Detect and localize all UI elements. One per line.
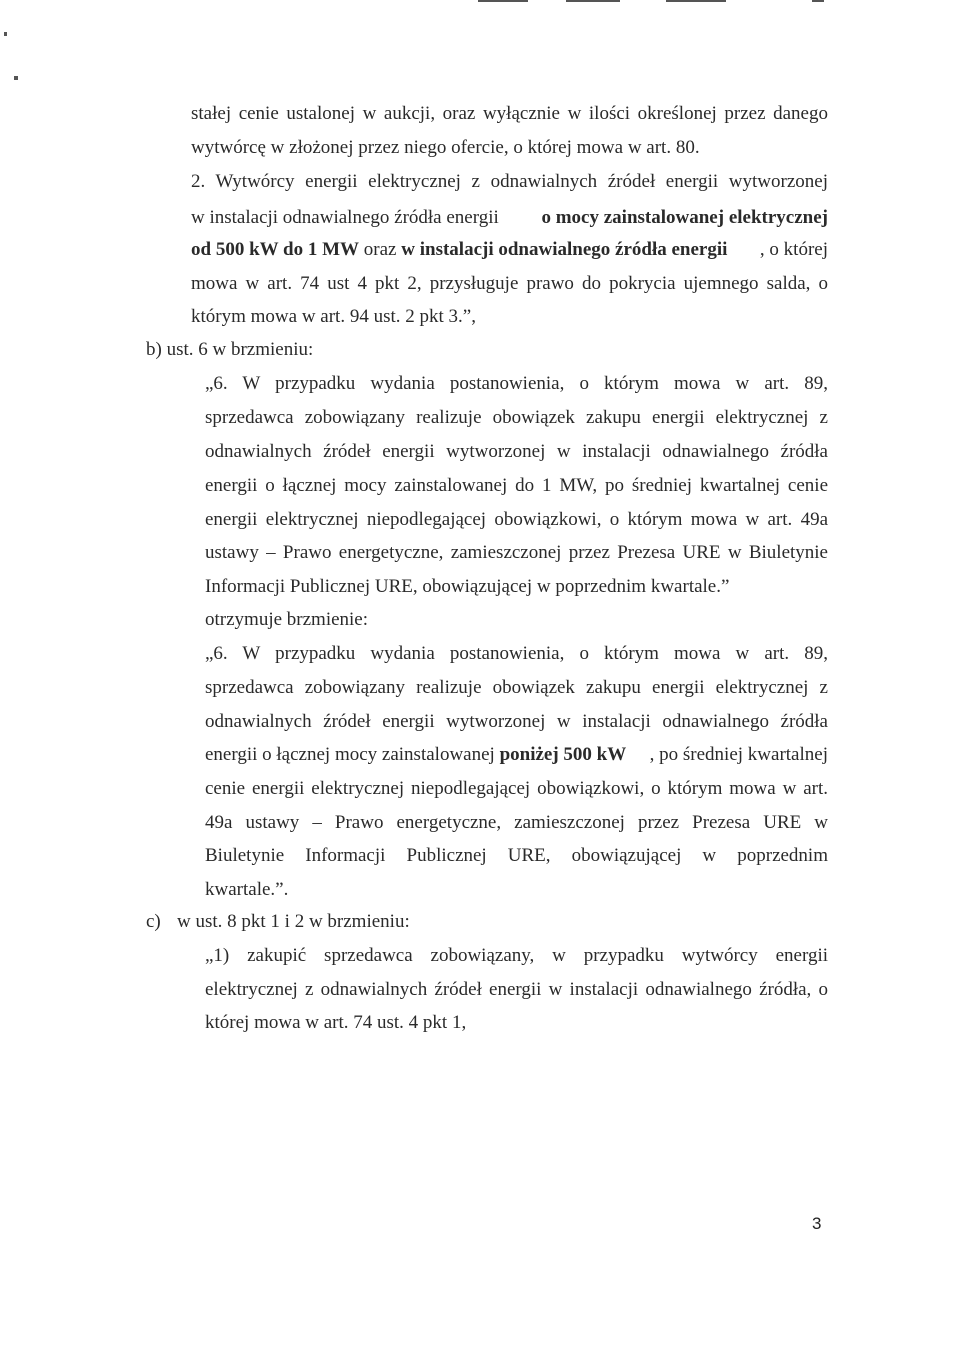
para-2-line-1: stałej cenie ustalonej w aukcji, oraz wyłącznie w ilości określonej przez danego <box>191 103 828 124</box>
scan-mark-dot-1 <box>4 32 7 36</box>
old-6-line-2: sprzedawca zobowiązany realizuje obowiązek zakupu energii elektrycznej z <box>205 407 828 428</box>
old-6-line-1: „6. W przypadku wydania postanowienia, o którym mowa w art. 89, <box>205 373 828 394</box>
new-6-line-2: sprzedawca zobowiązany realizuje obowiązek zakupu energii elektrycznej z <box>205 677 828 698</box>
scan-mark-dot-2 <box>14 76 18 80</box>
new-6-line-7: Biuletynie Informacji Publicznej URE, obowiązującej w poprzednim <box>205 845 828 866</box>
new-6-line-8: kwartale.”. <box>205 879 289 900</box>
para-2-line-5-text-1: oraz <box>359 239 402 260</box>
para-2-line-4-text: w instalacji odnawialnego źródła energii <box>191 207 499 228</box>
old-6-line-3: odnawialnych źródeł energii wytworzonej w instalacji odnawialnego źródła <box>205 441 828 462</box>
para-2-line-5-bold-1: od 500 kW do 1 MW <box>191 239 360 260</box>
para-2-line-5 <box>191 238 828 262</box>
item-c-marker: c) <box>146 911 161 932</box>
scan-mark-top-4 <box>812 0 824 2</box>
new-6-line-4 <box>205 743 828 767</box>
scan-mark-top-3 <box>666 0 726 2</box>
para-2-line-7: którym mowa w art. 94 ust. 2 pkt 3.”, <box>191 306 476 327</box>
new-6-line-1: „6. W przypadku wydania postanowienia, o którym mowa w art. 89, <box>205 643 828 664</box>
scan-mark-top-1 <box>478 0 528 2</box>
scan-mark-top-2 <box>566 0 620 2</box>
pkt-1-line-3: której mowa w art. 74 ust. 4 pkt 1, <box>205 1012 467 1033</box>
pkt-1-line-1: „1) zakupić sprzedawca zobowiązany, w przypadku wytwórcy energii <box>205 945 828 966</box>
new-6-line-6: 49a ustawy – Prawo energetyczne, zamieszczonej przez Prezesa URE w <box>205 812 828 833</box>
otrzymuje-brzmienie: otrzymuje brzmienie: <box>205 609 369 630</box>
new-6-line-4-text-1: energii o łącznej mocy zainstalowanej <box>205 744 500 765</box>
old-6-line-4: energii o łącznej mocy zainstalowanej do 1 MW, po średniej kwartalnej cenie <box>205 475 828 496</box>
new-6-line-4-text-2: , po średniej kwartalnej <box>649 744 828 765</box>
para-2-line-5-text-2: , o której <box>759 239 828 260</box>
new-6-line-4-bold: poniżej 500 kW <box>499 744 627 765</box>
para-2-line-4 <box>191 206 828 230</box>
item-b-label: b) ust. 6 w brzmieniu: <box>146 339 314 360</box>
para-2-line-4-bold: o mocy zainstalowanej elektrycznej <box>541 207 828 228</box>
old-6-line-5: energii elektrycznej niepodlegającej obowiązkowi, o którym mowa w art. 49a <box>205 509 828 530</box>
para-2-line-3: 2. Wytwórcy energii elektrycznej z odnawialnych źródeł energii wytworzonej <box>191 171 828 192</box>
new-6-line-5: cenie energii elektrycznej niepodlegającej obowiązkowi, o którym mowa w art. <box>205 778 828 799</box>
new-6-line-3: odnawialnych źródeł energii wytworzonej w instalacji odnawialnego źródła <box>205 711 828 732</box>
para-2-line-2: wytwórcę w złożonej przez niego ofercie, o której mowa w art. 80. <box>191 137 700 158</box>
old-6-line-6: ustawy – Prawo energetyczne, zamieszczonej przez Prezesa URE w Biuletynie <box>205 542 828 563</box>
old-6-line-7: Informacji Publicznej URE, obowiązującej w poprzednim kwartale.” <box>205 576 730 597</box>
para-2-line-5-bold-2: w instalacji odnawialnego źródła energii <box>401 239 728 260</box>
para-2-line-6: mowa w art. 74 ust 4 pkt 2, przysługuje prawo do pokrycia ujemnego salda, o <box>191 273 828 294</box>
pkt-1-line-2: elektrycznej z odnawialnych źródeł energii w instalacji odnawialnego źródła, o <box>205 979 828 1000</box>
page-number: 3 <box>812 1214 822 1233</box>
item-c-label: w ust. 8 pkt 1 i 2 w brzmieniu: <box>177 911 410 932</box>
